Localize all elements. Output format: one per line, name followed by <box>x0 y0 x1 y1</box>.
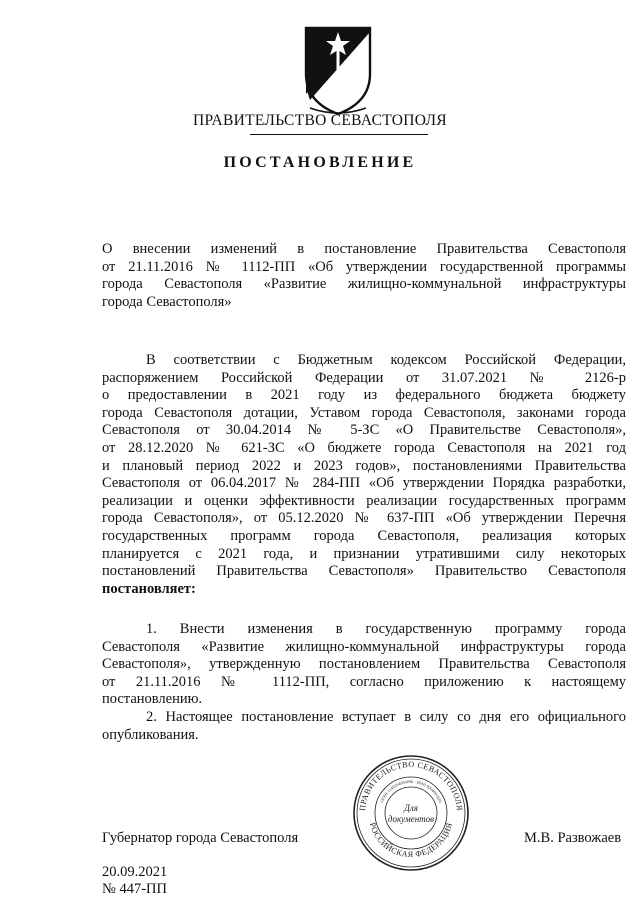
preamble-line: города Севастополя», от 05.12.2020 № 637-ПП «Об утверждении Перечня <box>102 510 626 527</box>
preamble-line: Севастополя от 30.04.2014 № 5-ЗС «О Правительстве Севастополя», <box>102 422 626 439</box>
document-date: 20.09.2021 <box>102 864 168 880</box>
preamble-line: планируется с 2021 года, и признании утратившими силу некоторых <box>102 545 626 562</box>
item-line: 1. Внести изменения в государственную программу города <box>146 621 626 637</box>
decree-word: постановляет: <box>102 580 196 597</box>
item-line: постановлению. <box>102 691 203 708</box>
signer-name: М.В. Развожаев <box>524 830 622 846</box>
preamble-line: Севастополя от 06.04.2017 № 284-ПП «Об утверждении Порядка разработки, <box>102 475 626 492</box>
item-line: от 21.11.2016 № 1112-ПП, согласно приложению к настоящему <box>102 673 626 690</box>
svg-text:РОССИЙСКАЯ ФЕДЕРАЦИЯ <box>368 821 454 859</box>
government-name: ПРАВИТЕЛЬСТВО СЕВАСТОПОЛЯ <box>193 112 447 129</box>
item-line: опубликования. <box>102 726 199 743</box>
preamble-line: постановлений Правительства Севастополя» Правительство Севастополя <box>102 563 626 580</box>
preamble-line: и плановый период 2022 и 2023 годов», постановлениями Правительства <box>102 457 626 474</box>
preamble-line: города Севастополя дотации, Уставом города Севастополя, законами города <box>102 404 626 421</box>
preamble-line: о предоставлении в 2021 году из федерального бюджета бюджету <box>102 387 626 404</box>
government-name-underline <box>250 134 428 135</box>
preamble-paragraph <box>102 352 626 598</box>
seal-outer-top-text: ПРАВИТЕЛЬСТВО СЕВАСТОПОЛЯ <box>357 759 465 812</box>
item-line: Севастополя «Развитие жилищно-коммунальной инфраструктуры города <box>102 638 626 655</box>
seal-center-line-1: Для <box>404 803 418 813</box>
item-line: Севастополя», утвержденную постановлением Правительства Севастополя <box>102 656 626 673</box>
subject-line: от 21.11.2016 № 1112-ПП «Об утверждении государственной программы <box>102 258 626 275</box>
preamble-line: распоряжением Российской Федерации от 31.07.2021 № 2126-р <box>102 369 626 386</box>
item-line: 2. Настоящее постановление вступает в силу со дня его официального <box>146 709 626 725</box>
seal-center-line-2: документов <box>387 814 435 824</box>
subject-line: города Севастополя «Развитие жилищно-коммунальной инфраструктуры <box>102 276 626 293</box>
seal-inner-ring-text: ОГРН 1149204004090 · ИНН 9204001820 <box>379 778 443 804</box>
signer-title: Губернатор города Севастополя <box>102 830 299 846</box>
resolution-item-2 <box>102 709 626 744</box>
document-number: № 447-ПП <box>102 881 167 897</box>
sevastopol-coat-of-arms-emblem <box>296 22 380 118</box>
resolution-item-1 <box>102 621 626 709</box>
subject-line: города Севастополя» <box>102 293 232 310</box>
preamble-line: государственных программ города Севастополя, реализация которых <box>102 527 626 544</box>
official-seal-stamp <box>351 753 471 873</box>
document-type-heading: ПОСТАНОВЛЕНИЕ <box>223 154 417 171</box>
preamble-line <box>102 581 626 599</box>
document-subject <box>102 241 626 311</box>
seal-outer-bottom-text: РОССИЙСКАЯ ФЕДЕРАЦИЯ <box>367 821 455 860</box>
subject-line: О внесении изменений в постановление Правительства Севастополя <box>102 241 626 257</box>
preamble-line: реализации и оценки эффективности реализации государственных программ <box>102 492 626 509</box>
preamble-line: от 28.12.2020 № 621-ЗС «О бюджете города Севастополя на 2021 год <box>102 439 626 456</box>
preamble-line: В соответствии с Бюджетным кодексом Российской Федерации, <box>146 352 626 368</box>
